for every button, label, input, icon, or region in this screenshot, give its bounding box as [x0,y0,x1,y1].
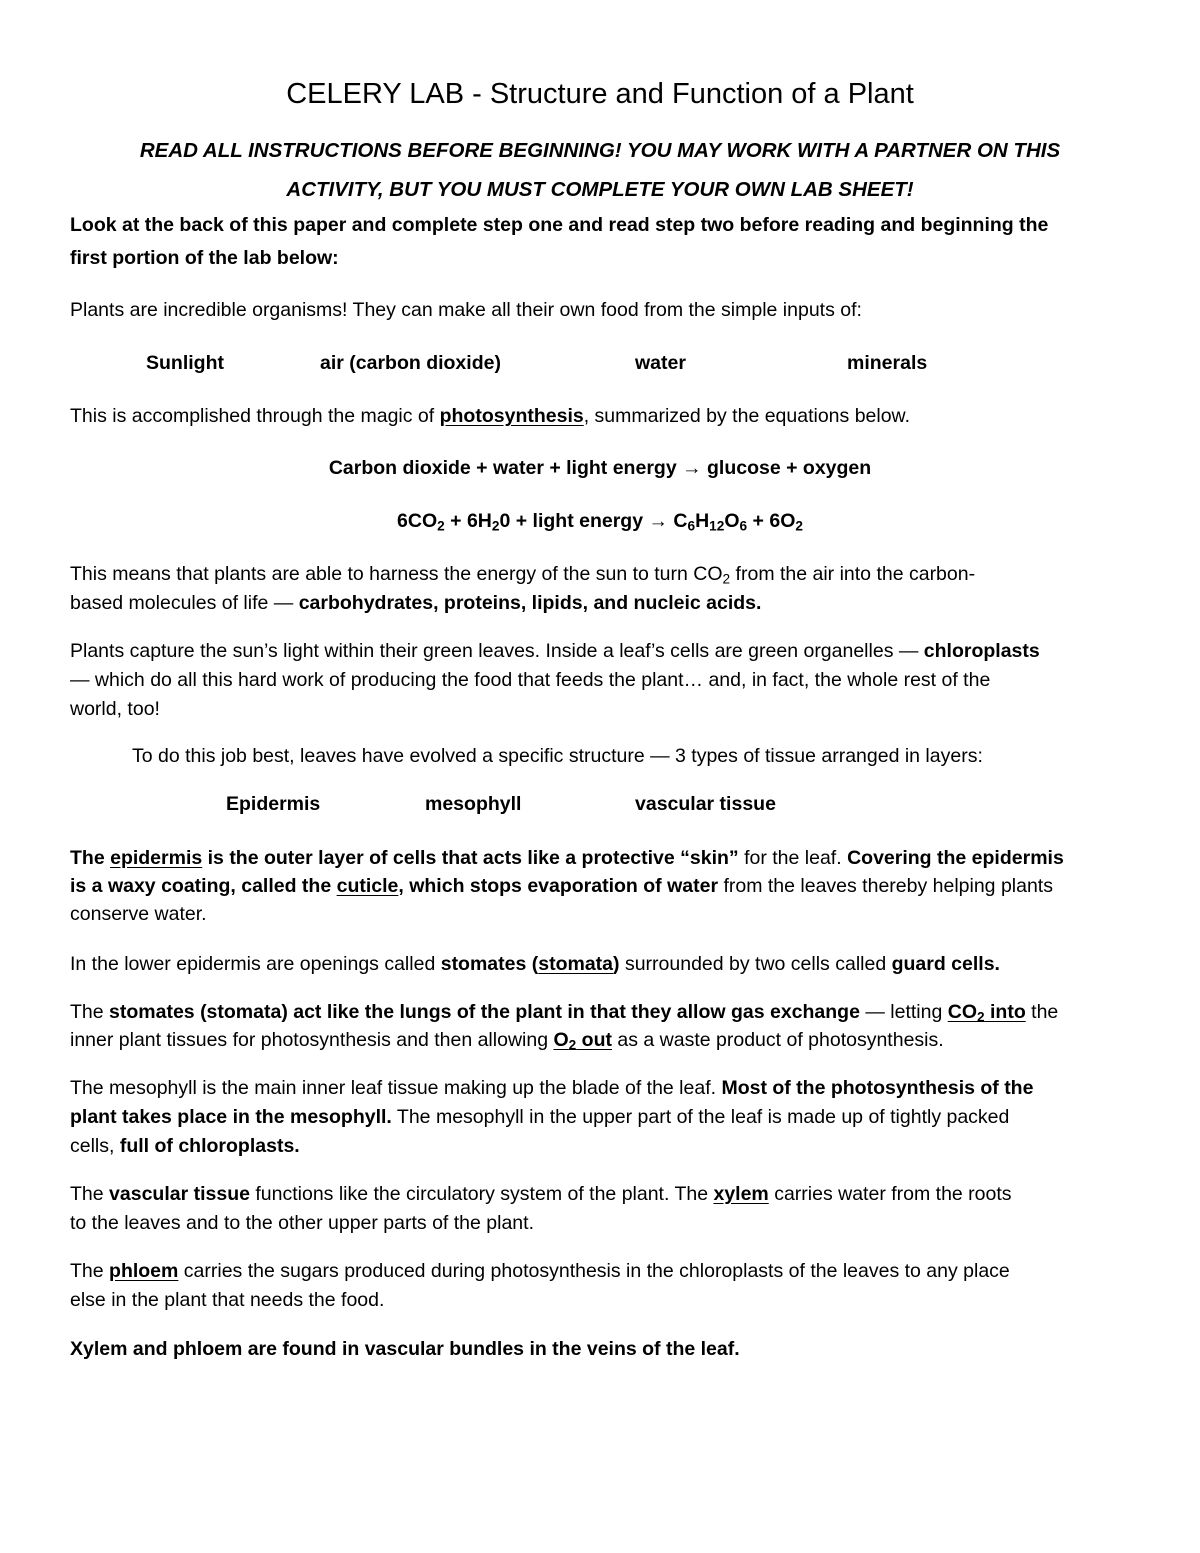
text-fragment: stomates (stomata) act like the lungs of the plant in that they allow gas exchange [109,1001,860,1023]
vascular-line-2: to the leaves and to the other upper parts of the plant. [70,1212,534,1234]
instructions-line-2: ACTIVITY, BUT YOU MUST COMPLETE YOUR OWN LAB SHEET! [286,178,914,201]
co2-into [948,1001,1026,1023]
gas-exchange-line-1 [70,998,1058,1027]
phloem-line-1 [70,1257,1010,1286]
text-fragment: stomates ( [440,953,539,975]
text-fragment: The [70,1001,110,1023]
structure-sentence: To do this job best, leaves have evolved a specific structure — 3 types of tissue arranged in layers: [132,745,983,767]
subscript: 2 [568,1037,577,1053]
text-fragment: from the leaves thereby helping plants [718,875,1053,897]
term-guard-cells: guard cells. [891,953,1000,975]
text-fragment: The [70,1260,110,1282]
stomates-sentence [70,950,1000,979]
text-fragment: based molecules of life — [70,592,299,614]
text-fragment: into [984,1001,1026,1023]
text-fragment: out [576,1029,612,1051]
mesophyll-line-3 [70,1132,300,1161]
capture-line-1 [70,637,1040,666]
text-fragment: In the lower epidermis are openings called [70,953,441,975]
instructions-line-1: READ ALL INSTRUCTIONS BEFORE BEGINNING! YOU MAY WORK WITH A PARTNER ON THIS [139,139,1061,162]
mesophyll-line-1 [70,1074,1033,1103]
means-line-1 [70,560,975,589]
text-fragment: + 6O [747,510,796,532]
text-fragment: full of chloroplasts. [119,1135,300,1157]
text-fragment: plant takes place in the mesophyll. [70,1106,392,1128]
plants-sentence: Plants are incredible organisms! They can make all their own food from the simple inputs of: [70,299,862,321]
text-fragment: 6CO [397,510,438,532]
epidermis-line-3: conserve water. [70,903,207,925]
text-fragment: inner plant tissues for photosynthesis and then allowing [70,1029,554,1051]
text-fragment: is a waxy coating, called the [70,875,337,897]
text-fragment: , which stops evaporation of water [398,875,719,897]
text-fragment: carries water from the roots [768,1183,1012,1205]
text-fragment: ) [613,953,620,975]
term-epidermis: epidermis [110,847,203,869]
tissue-vascular: vascular tissue [635,793,776,815]
text-fragment: The mesophyll is the main inner leaf tissue making up the blade of the leaf. [70,1077,722,1099]
subscript: 6 [739,518,748,534]
text-fragment: — letting [859,1001,948,1023]
text-fragment: This is accomplished through the magic of [70,405,440,427]
subscript: 2 [795,518,803,534]
intro-line-1: Look at the back of this paper and complete step one and read step two before reading and beginning the [70,214,1049,236]
input-sunlight: Sunlight [146,352,224,374]
text-fragment: is the outer layer of cells that acts like a protective “skin” [202,847,739,869]
text-fragment: O [553,1029,569,1051]
text-fragment: , summarized by the equations below. [583,405,910,427]
text-fragment: The [70,847,111,869]
word-equation: Carbon dioxide + water + light energy → glucose + oxygen [328,457,872,479]
text-fragment: 0 + light energy → C [499,510,688,532]
vascular-line-1 [70,1180,1012,1209]
term-vascular-tissue: vascular tissue [109,1183,250,1205]
term-photosynthesis: photosynthesis [439,405,584,427]
photosynthesis-sentence [70,402,910,431]
text-fragment: Most of the photosynthesis of the [721,1077,1034,1099]
term-chloroplasts: chloroplasts [923,640,1040,662]
means-line-2 [70,589,761,618]
text-fragment: Covering the epidermis [847,847,1064,869]
text-fragment: functions like the circulatory system of the plant. The [249,1183,714,1205]
text-fragment: Plants capture the sun’s light within their green leaves. Inside a leaf’s cells are green organelles — [70,640,924,662]
subscript: 12 [709,518,725,534]
bundles-sentence: Xylem and phloem are found in vascular bundles in the veins of the leaf. [70,1338,740,1360]
mesophyll-line-2 [70,1103,1009,1132]
term-cuticle: cuticle [336,875,399,897]
subscript: 2 [722,571,731,587]
tissue-epidermis: Epidermis [226,793,321,815]
text-fragment: for the leaf. [738,847,848,869]
capture-line-2: — which do all this hard work of producing the food that feeds the plant… and, in fact, the whole rest of the [70,669,991,691]
page-title: CELERY LAB - Structure and Function of a Plant [286,78,914,110]
term-xylem: xylem [713,1183,769,1205]
gas-exchange-line-2 [70,1026,944,1055]
text-fragment: surrounded by two cells called [619,953,892,975]
text-fragment: + 6H [444,510,492,532]
epidermis-line-2 [70,872,1053,901]
text-fragment: the [1025,1001,1059,1023]
capture-line-3: world, too! [70,698,160,720]
text-fragment: CO [947,1001,977,1023]
chemical-equation [0,507,1200,536]
intro-line-2: first portion of the lab below: [70,247,339,269]
o2-out [553,1029,612,1051]
subscript: 2 [437,518,445,534]
text-fragment: carries the sugars produced during photosynthesis in the chloroplasts of the leaves to any place [178,1260,1010,1282]
text-fragment: as a waste product of photosynthesis. [611,1029,944,1051]
subscript: 6 [687,518,696,534]
term-phloem: phloem [109,1260,179,1282]
text-fragment: The [70,1183,110,1205]
text-fragment: H [695,510,710,532]
input-minerals: minerals [847,352,928,374]
input-water: water [635,352,686,374]
text-fragment: This means that plants are able to harness the energy of the sun to turn CO [70,563,723,585]
epidermis-line-1 [70,844,1064,873]
text-fragment: O [724,510,740,532]
phloem-line-2: else in the plant that needs the food. [70,1289,385,1311]
text-fragment: cells, [70,1135,120,1157]
text-fragment: from the air into the carbon- [730,563,976,585]
subscript: 2 [491,518,500,534]
term-stomata: stomata [538,953,614,975]
input-air: air (carbon dioxide) [320,352,501,374]
text-fragment: The mesophyll in the upper part of the leaf is made up of tightly packed [391,1106,1010,1128]
tissue-mesophyll: mesophyll [425,793,522,815]
biomolecules: carbohydrates, proteins, lipids, and nucleic acids. [298,592,762,614]
subscript: 2 [976,1009,985,1025]
